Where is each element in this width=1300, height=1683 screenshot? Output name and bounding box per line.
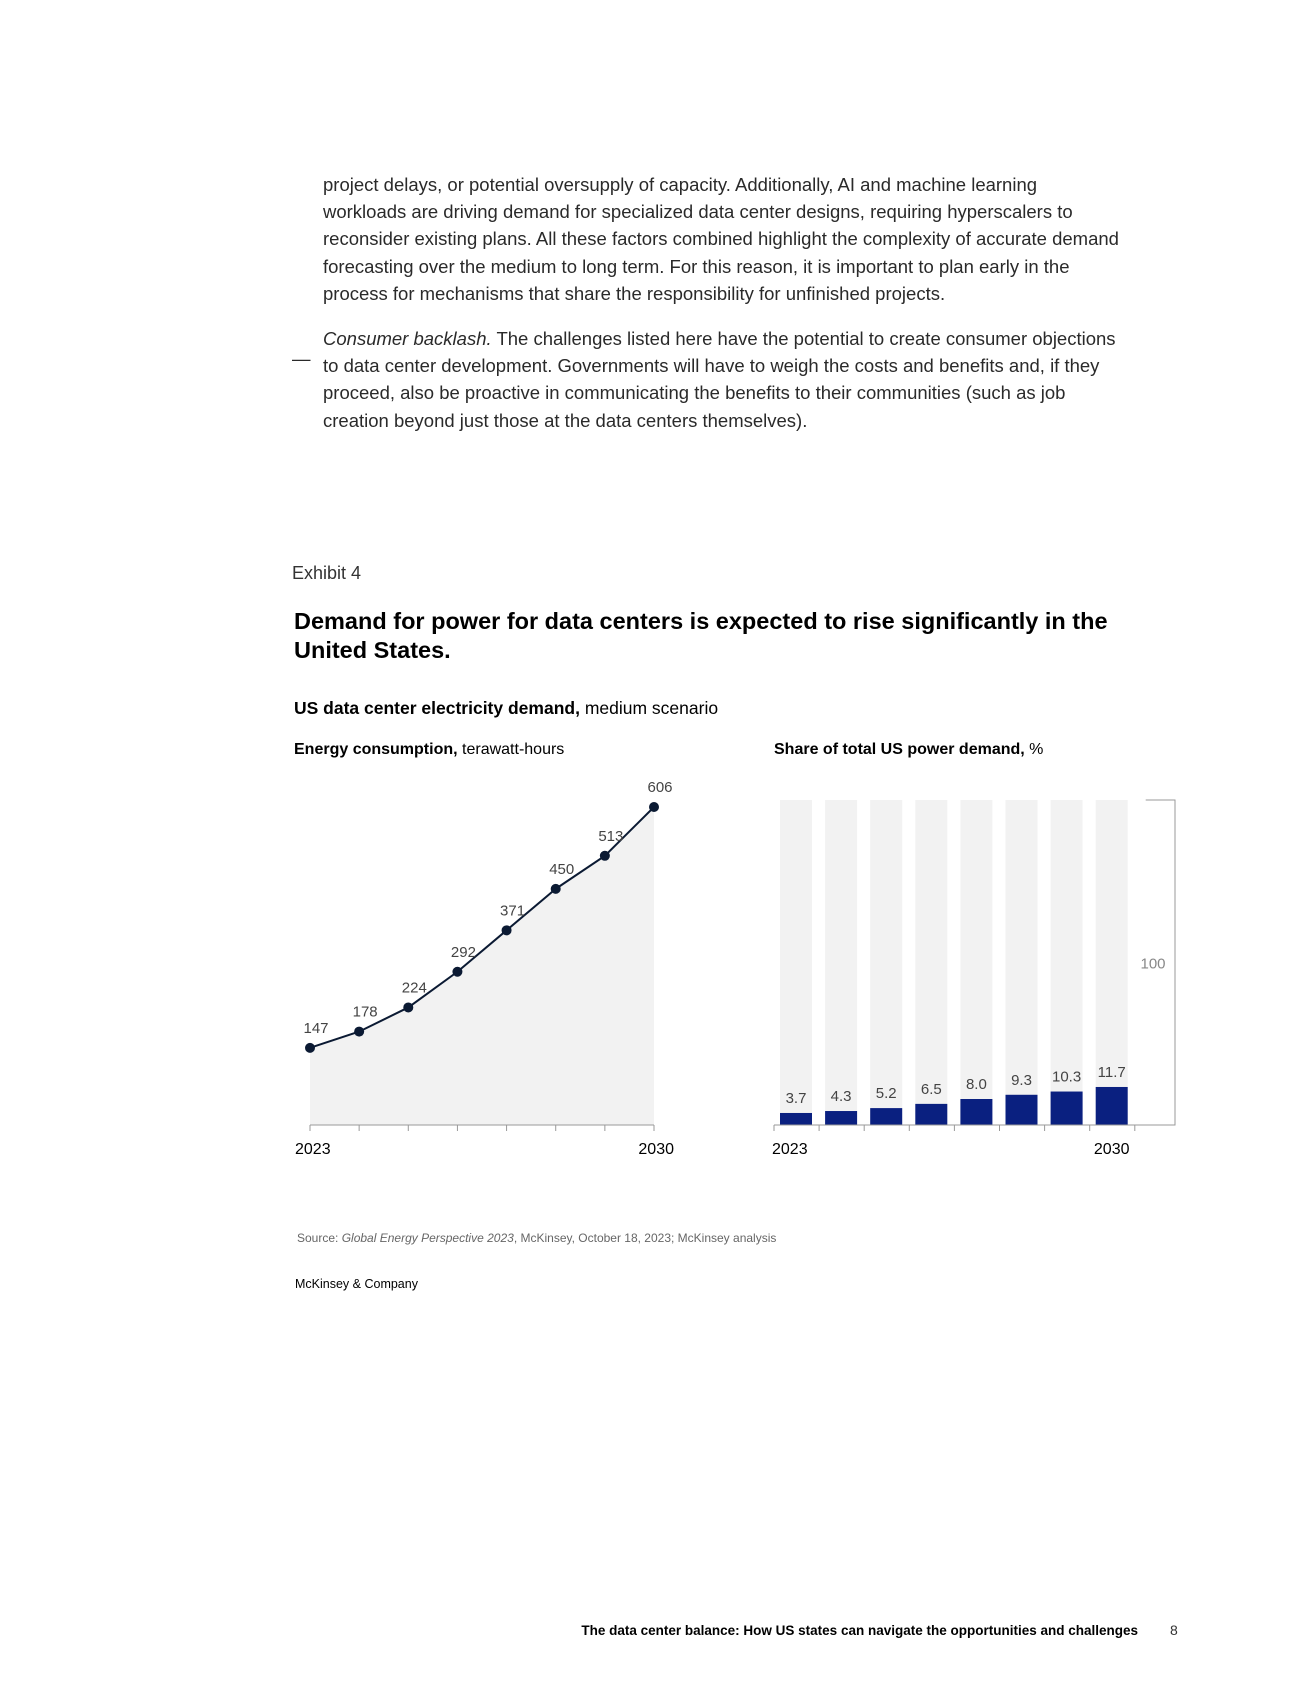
bar-value-label: 10.3 (1051, 1068, 1082, 1086)
bar (1006, 1095, 1038, 1125)
data-label: 292 (450, 943, 476, 961)
footer-title: The data center balance: How US states can navigate the opportunities and challenges (581, 1623, 1138, 1638)
data-point (305, 1043, 315, 1053)
subtitle-bold: US data center electricity demand, (294, 698, 580, 718)
left-label-bold: Energy consumption, (294, 741, 458, 758)
subtitle-rest: medium scenario (579, 698, 719, 718)
data-point (452, 967, 462, 977)
source-rest: , McKinsey, October 18, 2023; McKinsey analysis (513, 1231, 777, 1245)
bullet-title: Consumer backlash. (323, 328, 492, 349)
x-tick-label: 2030 (1093, 1141, 1130, 1158)
right-label-rest: % (1024, 741, 1044, 758)
bar-value-label: 9.3 (1011, 1071, 1032, 1089)
right-chart-label (774, 741, 1043, 759)
data-label: 606 (647, 779, 673, 796)
bar-value-label: 4.3 (830, 1088, 852, 1106)
bar-value-label: 5.2 (875, 1085, 897, 1103)
data-point (649, 802, 659, 812)
data-point (551, 884, 561, 894)
background-bar (825, 800, 857, 1125)
bar (825, 1111, 857, 1125)
bar (915, 1104, 947, 1125)
data-label: 224 (401, 979, 427, 997)
data-point (502, 925, 512, 935)
data-label: 147 (303, 1019, 329, 1037)
bar-value-label: 11.7 (1097, 1063, 1126, 1081)
brand-name: McKinsey & Company (295, 1277, 418, 1291)
chart-subtitle (294, 698, 718, 719)
source-prefix: Source: (297, 1231, 342, 1245)
exhibit-title: Demand for power for data centers is expected to rise significantly in the United States. (294, 608, 1108, 663)
source-note (297, 1231, 776, 1245)
bullet-text: The challenges listed here have the potential to create consumer objections to data center development. Governments will have to weigh the costs and benefits and, if they proceed, also be proactive in communicating the benefits to their communities (such as job creation beyond just those at the data centers themselves). (323, 328, 1116, 431)
data-point (354, 1027, 364, 1037)
bar (960, 1099, 992, 1125)
data-point (403, 1002, 413, 1012)
bar (1096, 1087, 1128, 1125)
bar (780, 1113, 812, 1125)
bar (1051, 1092, 1083, 1125)
data-point (600, 851, 610, 861)
bar-value-label: 6.5 (920, 1080, 942, 1098)
bar-value-label: 8.0 (965, 1076, 987, 1093)
x-tick-label: 2030 (638, 1141, 674, 1158)
left-label-rest: terawatt-hours (457, 741, 565, 758)
right-label-bold: Share of total US power demand, (774, 741, 1025, 758)
exhibit-label: Exhibit 4 (292, 563, 362, 583)
page-number: 8 (1170, 1622, 1178, 1638)
background-bar (915, 800, 947, 1125)
bar-value-label: 3.7 (785, 1089, 807, 1107)
bullet-paragraph (323, 325, 1123, 434)
background-bar (870, 800, 902, 1125)
source-title: Global Energy Perspective 2023 (341, 1231, 514, 1245)
x-tick-label: 2023 (772, 1141, 808, 1158)
left-chart-label (294, 741, 564, 759)
data-label: 178 (352, 1003, 378, 1021)
data-label: 450 (549, 860, 575, 878)
power-share-chart (760, 770, 1200, 1210)
body-paragraph: project delays, or potential oversupply of capacity. Additionally, AI and machine learning workloads are driving demand for specialized data center designs, requiring hyperscalers to reconsider existing plans. All these factors combined highlight the complexity of accurate demand forecasting over the medium to long term. For this reason, it is important to plan early in the process for mechanisms that share the responsibility for unfinished projects. (323, 174, 1119, 304)
background-bar (780, 800, 812, 1125)
bullet-marker: — (292, 348, 311, 369)
data-label: 513 (598, 827, 624, 845)
bar (870, 1108, 902, 1125)
energy-consumption-chart (280, 770, 700, 1210)
x-tick-label: 2023 (295, 1141, 331, 1158)
data-label: 371 (500, 902, 526, 920)
scale-max-label: 100 (1140, 955, 1166, 973)
